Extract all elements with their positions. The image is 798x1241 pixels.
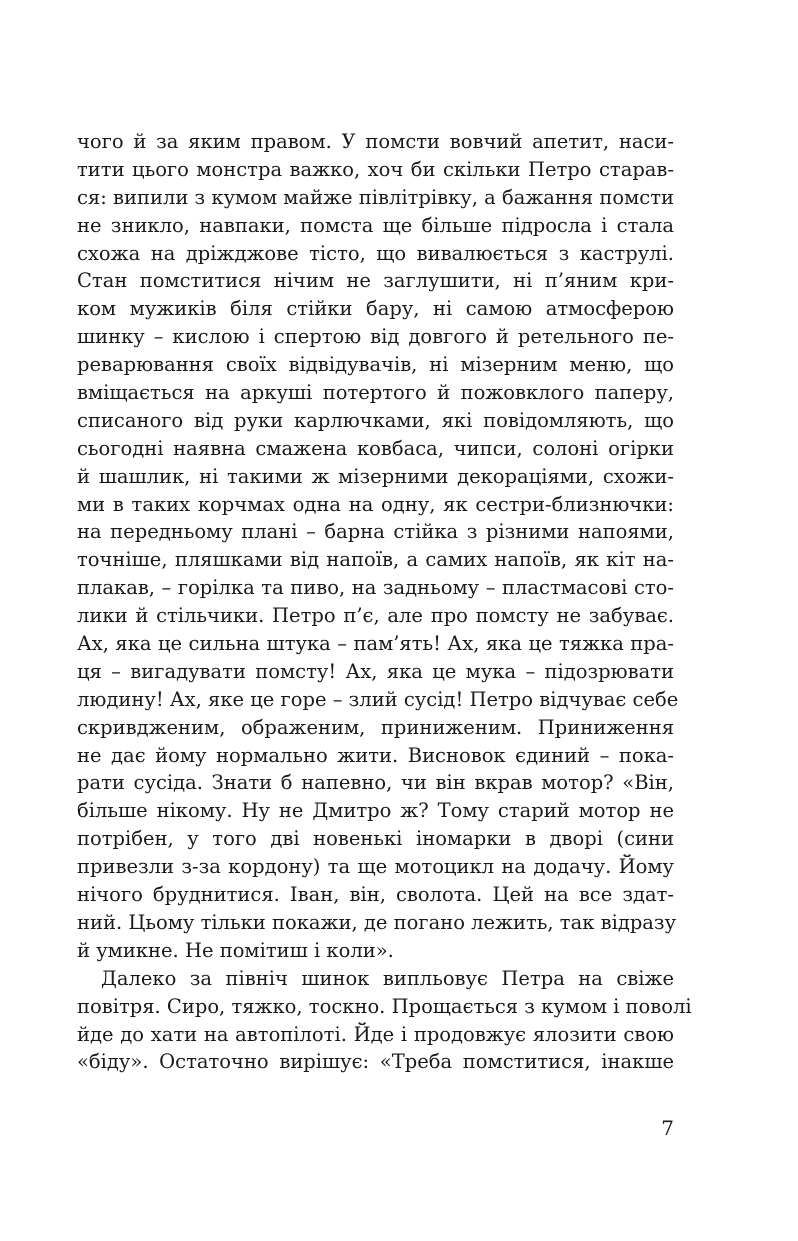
text-line: більше нікому. Ну не Дмитро ж? Тому старий мотор не xyxy=(77,799,674,823)
text-line: списаного від руки карлючками, які повідомляють, що xyxy=(77,408,674,432)
text-line: реварювання своїх відвідувачів, ні мізерним меню, що xyxy=(77,353,674,377)
text-line: ця – вигадувати помсту! Ах, яка це мука – підозрювати xyxy=(77,659,674,683)
body-text xyxy=(77,128,692,1076)
text-line: Далеко за північ шинок випльовує Петра на свіже xyxy=(101,966,674,990)
text-line: ми в таких корчмах одна на одну, як сестри-близнючки: xyxy=(77,492,674,516)
text-line: Ах, яка це сильна штука – пам’ять! Ах, яка це тяжка пра- xyxy=(77,632,674,656)
text-line: потрібен, у того дві новенькі іномарки в дворі (сини xyxy=(77,827,674,851)
text-line: не зникло, навпаки, помста ще більше підросла і стала xyxy=(77,213,674,237)
text-line: на передньому плані – барна стійка з різними напоями, xyxy=(77,520,674,544)
text-line: не дає йому нормально жити. Висновок єдиний – пока- xyxy=(77,743,674,767)
text-line: ком мужиків біля стійки бару, ні самою атмосферою xyxy=(77,297,674,321)
page-number: 7 xyxy=(661,1116,674,1140)
text-line: йде до хати на автопілоті. Йде і продовжує ялозити свою xyxy=(77,1022,674,1046)
text-line: людину! Ах, яке це горе – злий сусід! Петро відчуває себе xyxy=(77,687,679,711)
text-line: «біду». Остаточно вирішує: «Треба помститися, інакше xyxy=(77,1050,674,1074)
text-line: чого й за яким правом. У помсти вовчий апетит, наси- xyxy=(77,130,674,153)
text-line: рати сусіда. Знати б напевно, чи він вкрав мотор? «Він, xyxy=(77,771,674,795)
text-line: й умикне. Не помітиш і коли». xyxy=(77,938,394,962)
text-line: шинку – кислою і спертою від довгого й ретельного пе- xyxy=(77,325,674,349)
text-line: точніше, пляшками від напоїв, а самих напоїв, як кіт на- xyxy=(77,548,674,572)
text-line: скривдженим, ображеним, приниженим. Приниження xyxy=(77,715,674,739)
text-line: ся: випили з кумом майже півлітрівку, а бажання помсти xyxy=(77,185,675,209)
text-line: нічого бруднитися. Іван, він, сволота. Цей на все здат- xyxy=(77,883,674,907)
text-line: сьогодні наявна смажена ковбаса, чипси, солоні огірки xyxy=(77,436,674,460)
text-line: тити цього монстра важко, хоч би скільки Петро старав- xyxy=(77,157,674,181)
text-line: й шашлик, ні такими ж мізерними декораціями, схожи- xyxy=(77,464,674,488)
text-line: лики й стільчики. Петро п’є, але про помсту не забуває. xyxy=(77,604,674,628)
text-line: ний. Цьому тільки покажи, де погано лежить, так відразу xyxy=(77,910,677,934)
text-line: повітря. Сиро, тяжко, тоскно. Прощається з кумом і поволі xyxy=(77,994,692,1018)
text-line: Стан помститися нічим не заглушити, ні п’яним кри- xyxy=(77,269,674,293)
text-line: вміщається на аркуші потертого й пожовклого паперу, xyxy=(77,381,674,405)
text-line: плакав, – горілка та пиво, на задньому – пластмасові сто- xyxy=(77,576,674,600)
text-line: привезли з-за кордону) та ще мотоцикл на додачу. Йому xyxy=(77,855,674,879)
text-line: схожа на дріжджове тісто, що вивалюється з каструлі. xyxy=(77,241,674,265)
